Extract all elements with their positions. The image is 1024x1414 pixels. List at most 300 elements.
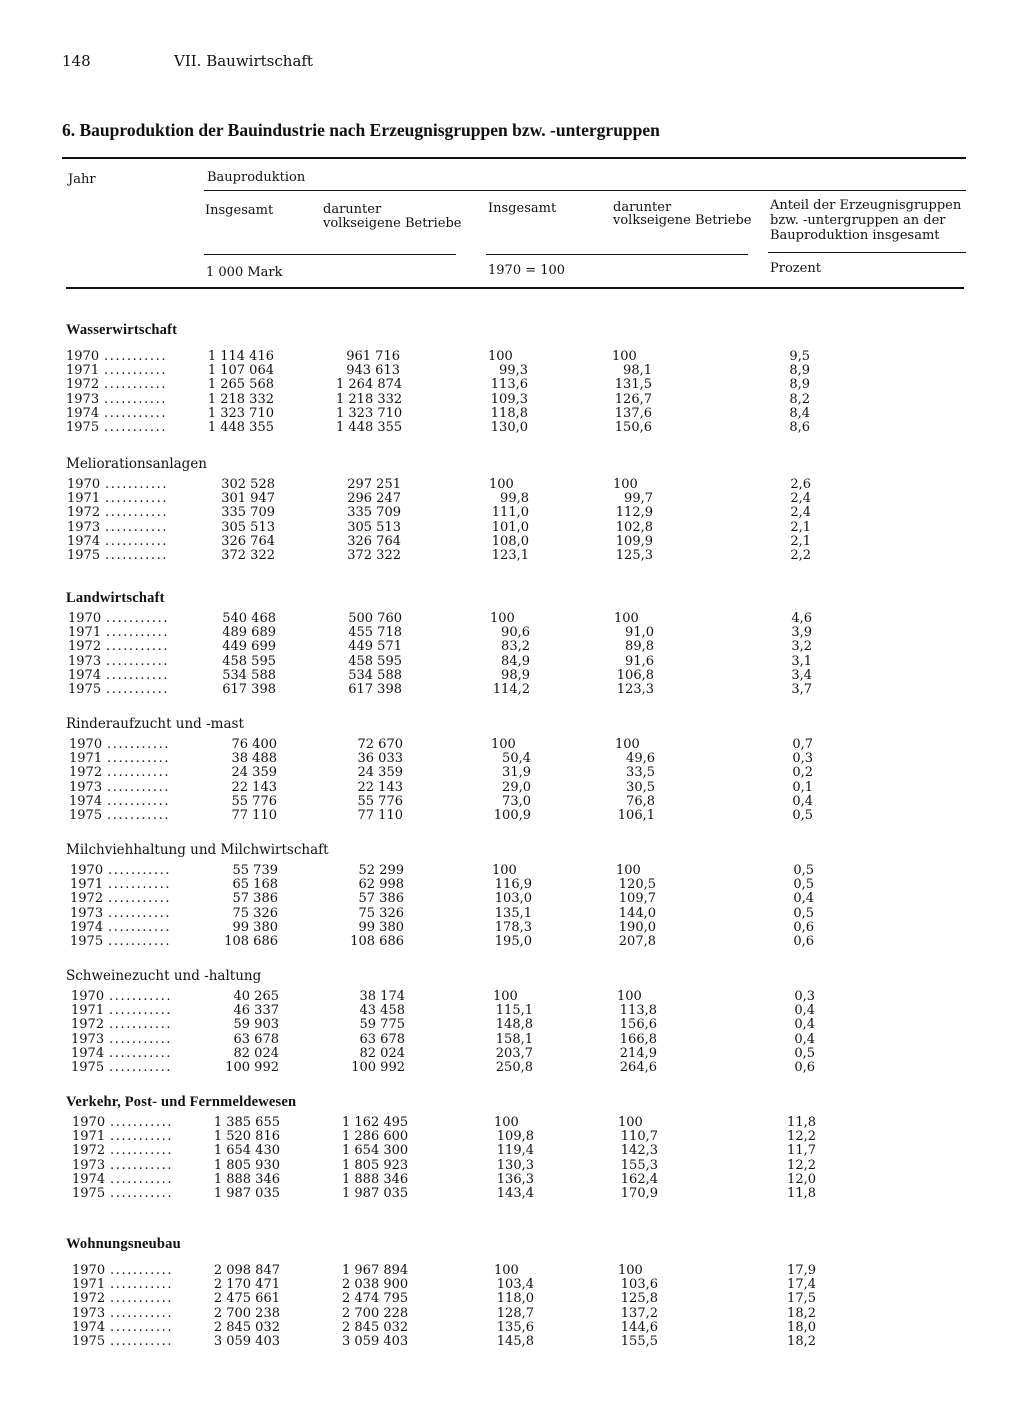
value-volkseigen-index: 110,7 [620,1129,658,1145]
value-anteil-prozent: 0,6 [794,1060,815,1075]
value-volkseigen-mark: 59 775 [359,1017,405,1033]
table-row [67,535,827,549]
value-insgesamt-mark: 1 987 035 [213,1186,280,1201]
value-insgesamt-index: 178,3 [494,919,532,935]
value-volkseigen-mark: 961 716 [346,349,400,364]
value-anteil-prozent: 0,4 [794,1003,815,1019]
value-insgesamt-index: 148,8 [495,1017,533,1033]
value-volkseigen-mark: 1 448 355 [336,420,403,435]
value-insgesamt-index: 158,1 [495,1031,533,1047]
table-row [66,407,826,421]
table-row [67,549,827,563]
leader-dots: ........... [109,1060,173,1075]
value-volkseigen-mark: 36 033 [357,751,403,767]
table-row [67,521,827,535]
table-row [69,766,829,780]
value-volkseigen-index: 106,1 [617,808,655,823]
value-volkseigen-mark: 57 386 [358,891,404,907]
value-anteil-prozent: 0,2 [792,765,813,781]
leader-dots: ........... [110,1157,174,1173]
value-insgesamt-index: 100 [494,1263,519,1278]
value-volkseigen-mark: 1 264 874 [336,377,403,393]
value-volkseigen-mark: 43 458 [359,1003,405,1019]
value-insgesamt-index: 113,6 [490,377,528,393]
table-row [67,492,827,506]
running-header [62,52,313,70]
value-anteil-prozent: 2,1 [790,533,811,549]
value-anteil-prozent: 18,0 [787,1319,816,1335]
value-insgesamt-index: 123,1 [491,548,529,563]
section-heading: Wasserwirtschaft [66,322,178,338]
header-darunter-2b: volkseigene Betriebe [613,213,752,228]
value-insgesamt-index: 100 [488,349,513,364]
value-volkseigen-index: 100 [616,863,641,878]
header-rule-bauproduktion [204,190,966,191]
value-insgesamt-index: 109,8 [496,1129,534,1145]
value-volkseigen-index: 100 [618,1263,643,1278]
value-insgesamt-mark: 24 359 [231,765,277,781]
header-unit-mark: 1 000 Mark [206,265,283,280]
value-volkseigen-mark: 1 967 894 [342,1263,409,1278]
table-row [72,1292,832,1306]
value-volkseigen-index: 162,4 [620,1171,658,1187]
year-cell: 1971 [69,751,103,767]
value-volkseigen-index: 109,9 [615,533,653,549]
leader-dots: ........... [106,682,170,697]
section-heading: Wohnungsneubau [66,1236,181,1252]
leader-dots: ........... [104,349,168,364]
value-insgesamt-mark: 1 448 355 [207,420,274,435]
value-insgesamt-mark: 76 400 [231,737,277,752]
value-insgesamt-mark: 55 739 [232,863,278,878]
year-cell: 1970 [72,1115,106,1130]
value-anteil-prozent: 8,6 [789,420,810,435]
value-insgesamt-mark: 40 265 [233,989,279,1004]
value-insgesamt-mark: 326 764 [221,533,275,549]
year-cell: 1973 [70,905,104,921]
value-volkseigen-mark: 296 247 [347,491,401,507]
table-row [70,921,830,935]
header-jahr: Jahr [68,172,96,187]
value-volkseigen-mark: 372 322 [347,548,401,563]
value-insgesamt-mark: 2 475 661 [213,1291,280,1307]
value-volkseigen-mark: 99 380 [358,919,404,935]
table-row [72,1264,832,1278]
header-insgesamt-2: Insgesamt [488,201,557,216]
value-insgesamt-index: 118,0 [496,1291,534,1307]
value-volkseigen-index: 109,7 [618,891,656,907]
value-volkseigen-mark: 2 700 228 [342,1305,409,1321]
value-volkseigen-mark: 534 588 [348,667,402,683]
leader-dots: ........... [108,891,172,907]
year-cell: 1975 [68,682,102,697]
value-volkseigen-index: 155,5 [620,1334,658,1349]
table-row [68,669,828,683]
value-insgesamt-index: 103,0 [494,891,532,907]
leader-dots: ........... [104,420,168,435]
value-insgesamt-mark: 301 947 [221,491,275,507]
leader-dots: ........... [108,905,172,921]
value-anteil-prozent: 2,1 [790,519,811,535]
value-volkseigen-index: 89,8 [625,639,654,655]
value-volkseigen-index: 131,5 [614,377,652,393]
value-insgesamt-mark: 3 059 403 [213,1334,280,1349]
value-insgesamt-index: 130,0 [490,420,528,435]
leader-dots: ........... [104,377,168,393]
value-insgesamt-index: 109,3 [490,391,528,407]
value-volkseigen-mark: 2 474 795 [342,1291,409,1307]
value-insgesamt-mark: 305 513 [221,519,275,535]
table-row [69,738,829,752]
year-cell: 1972 [67,505,101,521]
table-row [70,892,830,906]
value-volkseigen-mark: 22 143 [357,779,403,795]
year-cell: 1970 [66,349,100,364]
value-insgesamt-index: 114,2 [492,682,530,697]
header-unit-prozent: Prozent [770,261,821,276]
table-title: 6. Bauproduktion der Bauindustrie nach Erzeugnisgruppen bzw. -untergruppen [62,120,660,140]
value-volkseigen-index: 156,6 [619,1017,657,1033]
year-cell: 1973 [68,653,102,669]
value-insgesamt-index: 100 [490,611,515,626]
table-row [68,626,828,640]
header-bauproduktion: Bauproduktion [207,170,306,185]
leader-dots: ........... [109,1045,173,1061]
table-row [66,364,826,378]
value-insgesamt-mark: 1 654 430 [213,1143,280,1159]
value-volkseigen-index: 112,9 [615,505,653,521]
leader-dots: ........... [108,919,172,935]
value-insgesamt-mark: 59 903 [233,1017,279,1033]
value-anteil-prozent: 0,5 [793,905,814,921]
year-cell: 1971 [67,491,101,507]
year-cell: 1974 [68,667,102,683]
table-row [72,1144,832,1158]
value-volkseigen-index: 76,8 [626,793,655,809]
year-cell: 1973 [72,1157,106,1173]
header-anteil-2: bzw. -untergruppen an der [770,213,946,228]
year-cell: 1974 [70,919,104,935]
value-volkseigen-index: 102,8 [615,519,653,535]
value-volkseigen-index: 106,8 [616,667,654,683]
value-anteil-prozent: 0,4 [794,1031,815,1047]
year-cell: 1970 [70,863,104,878]
value-anteil-prozent: 12,2 [787,1129,816,1145]
value-volkseigen-index: 137,6 [614,405,652,421]
value-volkseigen-index: 264,6 [619,1060,657,1075]
section-heading: Schweinezucht und -haltung [66,968,262,984]
year-cell: 1972 [72,1291,106,1307]
value-volkseigen-index: 113,8 [619,1003,657,1019]
value-anteil-prozent: 2,6 [790,477,811,492]
value-insgesamt-mark: 489 689 [222,625,276,641]
header-rule-prozent [768,252,966,253]
value-insgesamt-index: 100 [492,863,517,878]
value-insgesamt-index: 100 [491,737,516,752]
value-volkseigen-index: 123,3 [616,682,654,697]
value-insgesamt-mark: 1 265 568 [207,377,274,393]
leader-dots: ........... [108,863,172,878]
value-volkseigen-mark: 2 038 900 [342,1277,409,1293]
header-darunter-1b: volkseigene Betriebe [323,216,462,231]
value-volkseigen-mark: 62 998 [358,877,404,893]
value-anteil-prozent: 17,4 [787,1277,816,1293]
leader-dots: ........... [109,989,173,1004]
value-insgesamt-index: 50,4 [502,751,531,767]
year-cell: 1973 [66,391,100,407]
value-anteil-prozent: 2,4 [790,491,811,507]
value-volkseigen-mark: 455 718 [348,625,402,641]
year-cell: 1974 [66,405,100,421]
value-anteil-prozent: 0,1 [792,779,813,795]
value-volkseigen-index: 100 [614,611,639,626]
value-volkseigen-mark: 943 613 [346,363,400,379]
value-volkseigen-index: 190,0 [618,919,656,935]
page-number: 148 [62,52,91,70]
header-anteil-1: Anteil der Erzeugnisgruppen [770,198,962,213]
table-row [71,1004,831,1018]
year-cell: 1972 [71,1017,105,1033]
year-cell: 1973 [67,519,101,535]
table-row [71,990,831,1004]
value-volkseigen-mark: 38 174 [359,989,405,1004]
value-volkseigen-mark: 77 110 [357,808,403,823]
table-row [70,864,830,878]
header-darunter-1a: darunter [323,202,382,217]
value-insgesamt-mark: 335 709 [221,505,275,521]
value-insgesamt-mark: 1 114 416 [207,349,274,364]
value-volkseigen-index: 99,7 [624,491,653,507]
table-row [67,506,827,520]
leader-dots: ........... [105,491,169,507]
leader-dots: ........... [110,1277,174,1293]
value-insgesamt-index: 100 [489,477,514,492]
value-insgesamt-index: 250,8 [495,1060,533,1075]
table-row [66,378,826,392]
value-volkseigen-mark: 305 513 [347,519,401,535]
leader-dots: ........... [107,808,171,823]
value-insgesamt-mark: 46 337 [233,1003,279,1019]
value-volkseigen-index: 142,3 [620,1143,658,1159]
year-cell: 1975 [71,1060,105,1075]
table-row [70,907,830,921]
value-anteil-prozent: 12,2 [787,1157,816,1173]
value-volkseigen-index: 144,6 [620,1319,658,1335]
value-insgesamt-index: 119,4 [496,1143,534,1159]
value-insgesamt-index: 118,8 [490,405,528,421]
value-volkseigen-mark: 1 805 923 [342,1157,409,1173]
value-insgesamt-index: 195,0 [494,934,532,949]
value-insgesamt-mark: 617 398 [222,682,276,697]
leader-dots: ........... [105,505,169,521]
leader-dots: ........... [107,751,171,767]
leader-dots: ........... [104,405,168,421]
value-insgesamt-mark: 2 098 847 [213,1263,280,1278]
section-heading: Meliorationsanlagen [66,456,208,472]
value-volkseigen-index: 214,9 [619,1045,657,1061]
header-unit-index: 1970 = 100 [488,263,566,278]
value-insgesamt-index: 29,0 [502,779,531,795]
value-insgesamt-index: 100 [493,989,518,1004]
value-volkseigen-mark: 82 024 [359,1045,405,1061]
value-insgesamt-index: 115,1 [495,1003,533,1019]
table-row [66,393,826,407]
table-row [67,478,827,492]
value-volkseigen-index: 91,6 [625,653,654,669]
year-cell: 1974 [72,1171,106,1187]
value-anteil-prozent: 0,5 [793,863,814,878]
value-anteil-prozent: 9,5 [789,349,810,364]
value-volkseigen-index: 126,7 [614,391,652,407]
value-volkseigen-index: 100 [615,737,640,752]
value-insgesamt-index: 99,8 [500,491,529,507]
value-anteil-prozent: 11,8 [787,1186,816,1201]
value-volkseigen-index: 137,2 [620,1305,658,1321]
value-anteil-prozent: 8,2 [789,391,810,407]
value-insgesamt-mark: 2 170 471 [213,1277,280,1293]
table-row [71,1018,831,1032]
value-volkseigen-index: 98,1 [623,363,652,379]
year-cell: 1971 [68,625,102,641]
value-anteil-prozent: 3,4 [791,667,812,683]
leader-dots: ........... [110,1186,174,1201]
value-insgesamt-index: 98,9 [501,667,530,683]
value-anteil-prozent: 0,7 [792,737,813,752]
value-volkseigen-mark: 100 992 [351,1060,405,1075]
value-anteil-prozent: 0,6 [793,934,814,949]
year-cell: 1971 [72,1129,106,1145]
table-row [72,1335,832,1349]
value-insgesamt-mark: 65 168 [232,877,278,893]
value-insgesamt-index: 100 [494,1115,519,1130]
value-anteil-prozent: 12,0 [787,1171,816,1187]
value-insgesamt-index: 130,3 [496,1157,534,1173]
value-anteil-prozent: 3,2 [791,639,812,655]
leader-dots: ........... [104,391,168,407]
year-cell: 1971 [71,1003,105,1019]
leader-dots: ........... [106,667,170,683]
value-anteil-prozent: 8,9 [789,377,810,393]
value-volkseigen-index: 100 [612,349,637,364]
year-cell: 1974 [67,533,101,549]
value-insgesamt-mark: 22 143 [231,779,277,795]
table-row [72,1130,832,1144]
value-insgesamt-index: 136,3 [496,1171,534,1187]
leader-dots: ........... [107,793,171,809]
value-volkseigen-index: 170,9 [620,1186,658,1201]
value-volkseigen-mark: 1 987 035 [342,1186,409,1201]
value-volkseigen-index: 144,0 [618,905,656,921]
year-cell: 1971 [72,1277,106,1293]
section-heading: Verkehr, Post- und Fernmeldewesen [66,1094,297,1110]
value-insgesamt-index: 116,9 [494,877,532,893]
value-insgesamt-index: 83,2 [501,639,530,655]
value-anteil-prozent: 2,2 [790,548,811,563]
year-cell: 1974 [72,1319,106,1335]
table-row [66,350,826,364]
header-insgesamt-1: Insgesamt [205,203,274,218]
value-anteil-prozent: 11,7 [787,1143,816,1159]
value-insgesamt-index: 101,0 [491,519,529,535]
table-row [72,1173,832,1187]
value-volkseigen-mark: 449 571 [348,639,402,655]
value-volkseigen-mark: 1 218 332 [336,391,403,407]
year-cell: 1975 [69,808,103,823]
leader-dots: ........... [106,639,170,655]
value-insgesamt-mark: 2 700 238 [213,1305,280,1321]
leader-dots: ........... [107,779,171,795]
section-heading: Rinderaufzucht und -mast [66,716,244,732]
leader-dots: ........... [110,1263,174,1278]
value-volkseigen-mark: 500 760 [348,611,402,626]
value-volkseigen-index: 49,6 [626,751,655,767]
value-anteil-prozent: 2,4 [790,505,811,521]
year-cell: 1975 [66,420,100,435]
value-volkseigen-index: 100 [613,477,638,492]
value-anteil-prozent: 3,7 [791,682,812,697]
leader-dots: ........... [104,363,168,379]
year-cell: 1972 [70,891,104,907]
table-row [71,1033,831,1047]
value-volkseigen-mark: 1 286 600 [342,1129,409,1145]
value-insgesamt-index: 135,6 [496,1319,534,1335]
table-row [72,1278,832,1292]
value-insgesamt-mark: 1 805 930 [213,1157,280,1173]
leader-dots: ........... [105,519,169,535]
value-insgesamt-mark: 1 888 346 [213,1171,280,1187]
value-volkseigen-mark: 1 888 346 [342,1171,409,1187]
leader-dots: ........... [110,1115,174,1130]
leader-dots: ........... [109,1003,173,1019]
value-insgesamt-mark: 38 488 [231,751,277,767]
value-insgesamt-mark: 1 323 710 [207,405,274,421]
year-cell: 1973 [69,779,103,795]
value-volkseigen-index: 103,6 [620,1277,658,1293]
value-volkseigen-mark: 72 670 [357,737,403,752]
value-anteil-prozent: 0,5 [793,877,814,893]
value-volkseigen-index: 207,8 [618,934,656,949]
header-anteil-3: Bauproduktion insgesamt [770,228,940,243]
leader-dots: ........... [106,611,170,626]
header-top-rule [62,157,966,159]
value-insgesamt-index: 111,0 [491,505,529,521]
year-cell: 1973 [72,1305,106,1321]
value-insgesamt-index: 84,9 [501,653,530,669]
value-volkseigen-index: 155,3 [620,1157,658,1173]
leader-dots: ........... [110,1319,174,1335]
table-row [72,1307,832,1321]
value-insgesamt-mark: 63 678 [233,1031,279,1047]
value-volkseigen-mark: 617 398 [348,682,402,697]
value-insgesamt-index: 73,0 [502,793,531,809]
value-insgesamt-index: 90,6 [501,625,530,641]
table-row [71,1061,831,1075]
table-row [72,1116,832,1130]
value-insgesamt-index: 143,4 [496,1186,534,1201]
table-row [68,612,828,626]
year-cell: 1970 [69,737,103,752]
year-cell: 1975 [72,1186,106,1201]
value-insgesamt-index: 31,9 [502,765,531,781]
table-row [66,421,826,435]
year-cell: 1975 [72,1334,106,1349]
value-volkseigen-mark: 75 326 [358,905,404,921]
header-bottom-rule [66,287,964,289]
value-volkseigen-index: 100 [617,989,642,1004]
value-volkseigen-index: 100 [618,1115,643,1130]
value-insgesamt-mark: 99 380 [232,919,278,935]
value-volkseigen-index: 125,8 [620,1291,658,1307]
